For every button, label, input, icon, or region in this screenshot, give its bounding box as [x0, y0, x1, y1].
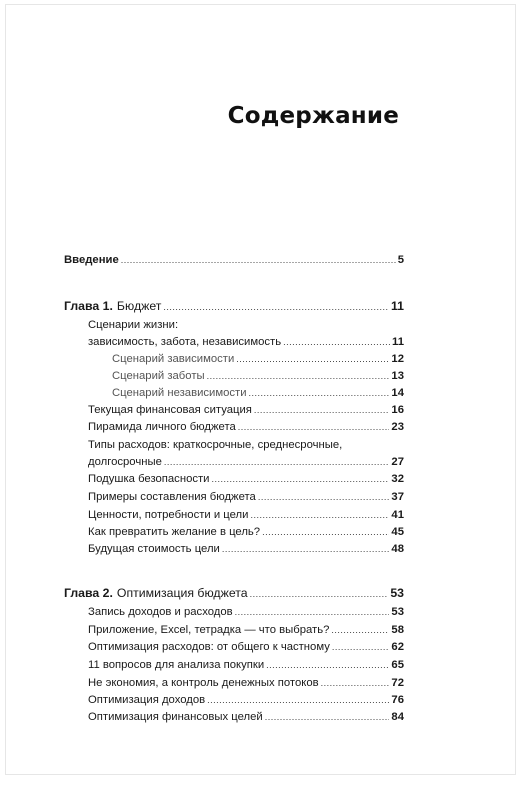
page-title: Содержание: [227, 103, 399, 129]
toc-page-number: 12: [391, 353, 404, 365]
toc-entry[interactable]: [88, 710, 404, 724]
toc-entry-label: Примеры составления бюджета: [88, 491, 256, 503]
toc-page-number: 32: [391, 473, 404, 485]
toc-entry[interactable]: [88, 693, 404, 707]
toc-page-number: 11: [391, 299, 404, 313]
toc-entry-label: Сценарий зависимости: [112, 353, 235, 365]
toc-entry[interactable]: [88, 472, 404, 486]
toc-entry-intro[interactable]: [64, 253, 404, 267]
toc-entry-label: Текущая финансовая ситуация: [88, 404, 252, 416]
toc-entry-label: Оптимизация доходов: [88, 694, 206, 706]
toc-entry-label: Оптимизация расходов: от общего к частному: [88, 641, 330, 653]
toc-entry-label: Пирамида личного бюджета: [88, 421, 236, 433]
toc-entry[interactable]: [88, 490, 404, 504]
toc-page-number: 53: [390, 586, 404, 600]
toc-entry[interactable]: [88, 542, 404, 556]
chapter-prefix: Глава 2.: [64, 586, 113, 600]
leader-dots: [254, 403, 390, 417]
leader-dots: [250, 508, 389, 522]
toc-subentry[interactable]: [112, 386, 404, 400]
toc-entry-label: Ценности, потребности и цели: [88, 509, 249, 521]
toc-page-number: 5: [397, 254, 404, 266]
toc-chapter-2[interactable]: [64, 586, 404, 601]
toc-page-number: 53: [391, 606, 404, 618]
leader-dots: [321, 676, 390, 690]
toc-entry[interactable]: [88, 676, 404, 690]
toc-page-number: 58: [391, 624, 404, 636]
toc-subentry[interactable]: [112, 369, 404, 383]
toc-page-number: 27: [391, 456, 404, 468]
toc-entry[interactable]: [88, 420, 404, 434]
toc-page-number: 37: [391, 491, 404, 503]
toc-entry-label: Введение: [64, 254, 119, 266]
toc-entry-label: 11 вопросов для анализа покупки: [88, 659, 265, 671]
toc-page-number: 23: [391, 421, 404, 433]
toc-page-number: 16: [391, 404, 404, 416]
leader-dots: [331, 623, 389, 637]
toc-subentry[interactable]: [112, 352, 404, 366]
leader-dots: [283, 335, 390, 349]
chapter-prefix: Глава 1.: [64, 299, 113, 313]
leader-dots: [222, 542, 390, 556]
book-page: [5, 4, 516, 775]
toc-page-number: 41: [391, 509, 404, 521]
toc-page-number: 11: [392, 336, 404, 348]
leader-dots: [235, 605, 390, 619]
toc-entry[interactable]: [88, 508, 404, 522]
toc-entry-label: Приложение, Excel, тетрадка — что выбрать?: [88, 624, 330, 636]
toc-entry[interactable]: [88, 658, 404, 672]
leader-dots: [212, 472, 390, 486]
toc-entry[interactable]: [88, 403, 404, 417]
toc-page-number: 84: [391, 711, 404, 723]
leader-dots: [163, 300, 389, 314]
toc-entry-scenarios[interactable]: [88, 335, 404, 349]
leader-dots: [207, 693, 389, 707]
toc-entry-label: Сценарии жизни:: [88, 319, 179, 331]
toc-page-number: 65: [391, 659, 404, 671]
toc-entry-label: Сценарий заботы: [112, 370, 205, 382]
toc-entry-label: Оптимизация финансовых целей: [88, 711, 263, 723]
toc-entry-label: долгосрочные: [88, 456, 162, 468]
leader-dots: [262, 525, 389, 539]
toc-page-number: 48: [391, 543, 404, 555]
leader-dots: [265, 710, 390, 724]
toc-entry-label: Будущая стоимость цели: [88, 543, 220, 555]
toc-entry-label: Типы расходов: краткосрочные, среднесрочные,: [88, 439, 343, 451]
leader-dots: [258, 490, 390, 504]
leader-dots: [332, 640, 390, 654]
chapter-title: Бюджет: [116, 299, 162, 313]
toc-entry-label: Сценарий независимости: [112, 387, 247, 399]
leader-dots: [207, 369, 390, 383]
toc-page-number: 45: [391, 526, 404, 538]
toc-entry-label: Подушка безопасности: [88, 473, 210, 485]
leader-dots: [266, 658, 389, 672]
leader-dots: [164, 455, 390, 469]
toc-entry[interactable]: [88, 640, 404, 654]
toc-entry-label: зависимость, забота, независимость: [88, 336, 282, 348]
leader-dots: [236, 352, 389, 366]
leader-dots: [249, 386, 390, 400]
toc-entry[interactable]: [88, 525, 404, 539]
toc-entry[interactable]: [88, 623, 404, 637]
toc-page-number: 13: [391, 370, 404, 382]
toc-entry-label: Как превратить желание в цель?: [88, 526, 261, 538]
leader-dots: [250, 587, 389, 601]
toc-page-number: 72: [391, 677, 404, 689]
toc-entry-types[interactable]: [88, 455, 404, 469]
toc-entry[interactable]: [88, 605, 404, 619]
toc-page-number: 14: [391, 387, 404, 399]
toc-page-number: 76: [391, 694, 404, 706]
toc-page-number: 62: [391, 641, 404, 653]
toc-chapter-1[interactable]: [64, 299, 404, 314]
leader-dots: [121, 253, 396, 267]
toc-entry-label: Не экономия, а контроль денежных потоков: [88, 677, 319, 689]
toc-entry-label: Запись доходов и расходов: [88, 606, 233, 618]
chapter-title: Оптимизация бюджета: [116, 586, 248, 600]
leader-dots: [238, 420, 390, 434]
